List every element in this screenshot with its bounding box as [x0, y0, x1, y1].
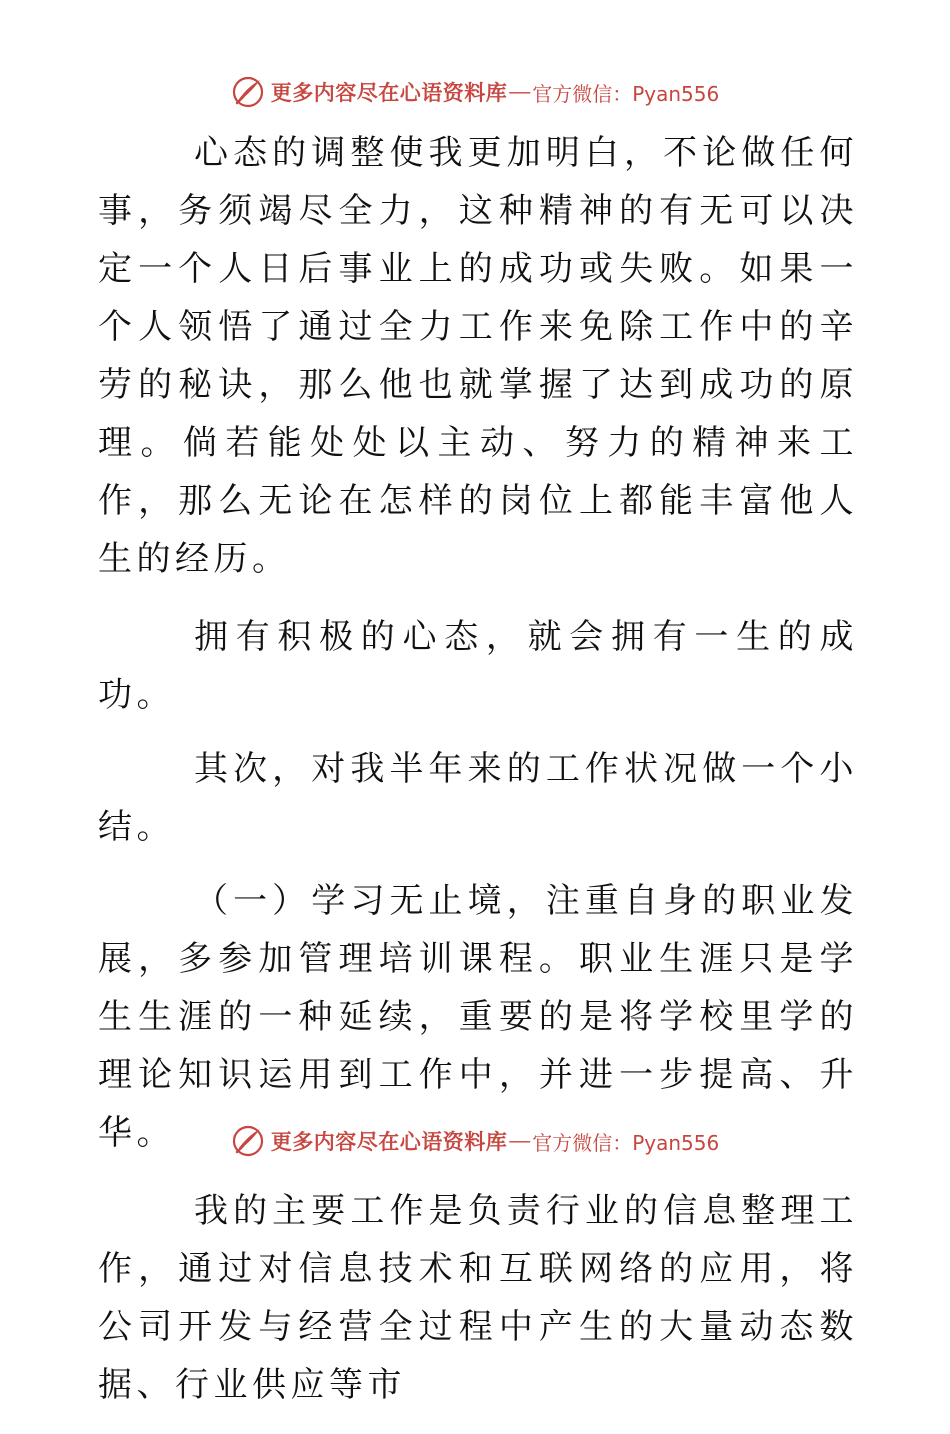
watermark-dash: — — [509, 80, 531, 103]
paragraph-1: 心态的调整使我更加明白，不论做任何事，务须竭尽全力，这种精神的有无可以决定一个人日后事业上的成功或失败。如果一个人领悟了通过全力工作来免除工作中的辛劳的秘诀，那么他也就掌握了达到成功的原理。倘若能处处以主动、努力的精神来工作，那么无论在怎样的岗位上都能丰富他人生的经历。 — [98, 133, 858, 579]
paragraph-5: 我的主要工作是负责行业的信息整理工作，通过对信息技术和互联网络的应用，将公司开发与经营全过程中产生的大量动态数据、行业供应等市 — [98, 1191, 858, 1405]
watermark-contact-text: 官方微信：Pyan556 — [532, 1130, 720, 1155]
watermark-contact-text: 官方微信：Pyan556 — [532, 81, 720, 106]
quill-pen-circle-icon — [231, 1124, 265, 1158]
footer-watermark — [0, 1121, 950, 1161]
document-body — [98, 124, 858, 1434]
paragraph-2: 拥有积极的心态，就会拥有一生的成功。 — [98, 617, 858, 715]
paragraph-4: （一）学习无止境，注重自身的职业发展，多参加管理培训课程。职业生涯只是学生生涯的一种延续，重要的是将学校里学的理论知识运用到工作中，并进一步提高、升华。 — [98, 881, 858, 1153]
quill-pen-circle-icon — [231, 75, 265, 109]
watermark-dash: — — [509, 1129, 531, 1152]
watermark-brand-text: 更多内容尽在心语资料库 — [270, 1129, 508, 1154]
paragraph-3: 其次，对我半年来的工作状况做一个小结。 — [98, 749, 858, 847]
header-watermark — [0, 72, 950, 112]
watermark-brand-text: 更多内容尽在心语资料库 — [270, 80, 508, 105]
